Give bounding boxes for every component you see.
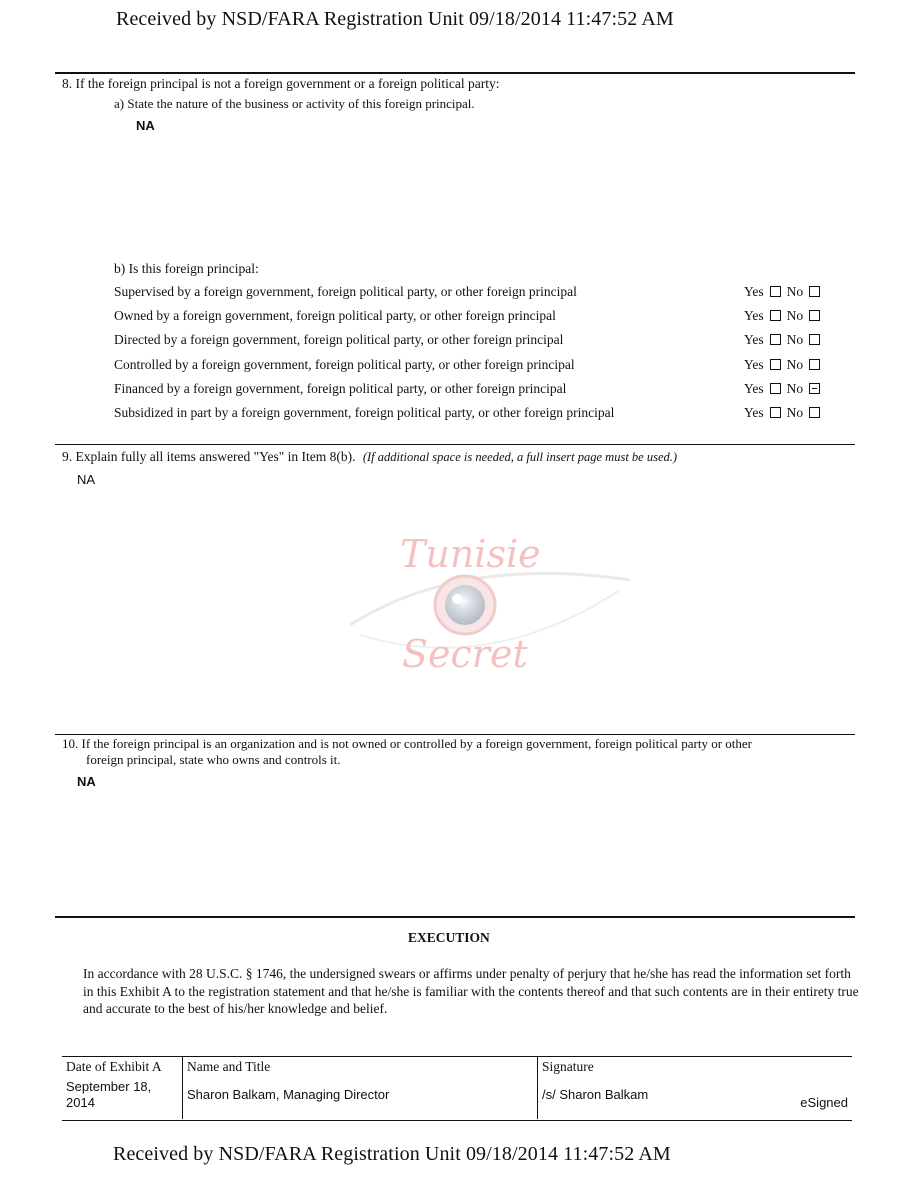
no-label: No: [786, 308, 804, 323]
table-bottom-border: [62, 1120, 852, 1121]
date-value: September 18, 2014: [66, 1079, 152, 1110]
item8a-answer: NA: [136, 118, 155, 133]
item8b-row-text: Supervised by a foreign government, foreign political party, or other foreign principal: [114, 284, 577, 299]
no-label: No: [786, 357, 804, 372]
yes-label: Yes: [744, 381, 764, 396]
no-label: No: [786, 405, 804, 420]
section-divider: [55, 444, 855, 445]
name-cell: [183, 1057, 538, 1119]
yes-label: Yes: [744, 405, 764, 420]
no-checkbox[interactable]: [809, 334, 820, 345]
item8b-row-text: Owned by a foreign government, foreign political party, or other foreign principal: [114, 308, 556, 323]
no-checkbox[interactable]: [809, 310, 820, 321]
item8b-row-text: Directed by a foreign government, foreign political party, or other foreign principal: [114, 332, 564, 347]
signature-table: [62, 1057, 852, 1119]
signature-value: /s/ Sharon Balkam: [542, 1087, 649, 1102]
yes-no-options: [744, 308, 826, 324]
name-header: Name and Title: [187, 1059, 271, 1074]
yes-label: Yes: [744, 357, 764, 372]
no-checkbox[interactable]: [809, 359, 820, 370]
section-divider: [55, 734, 855, 735]
no-checkbox[interactable]: [809, 286, 820, 297]
item8a-label: a) State the nature of the business or activity of this foreign principal.: [114, 96, 475, 111]
section-divider: [55, 916, 855, 918]
execution-paragraph: In accordance with 28 U.S.C. § 1746, the undersigned swears or affirms under penalty of perjury that he/she has read the information set forth in this Exhibit A to the registration statement and that he/she is familiar with the contents thereof and that such contents are in their entirety true and accurate to the best of his/her knowledge and belief.: [83, 966, 859, 1016]
item9-heading: [62, 449, 677, 465]
yes-checkbox[interactable]: [770, 407, 781, 418]
yes-checkbox[interactable]: [770, 334, 781, 345]
item10-answer: NA: [77, 774, 96, 789]
signature-cell: [538, 1057, 853, 1119]
yes-no-options: [744, 405, 826, 421]
yes-checkbox[interactable]: [770, 383, 781, 394]
tunisie-secret-watermark-logo: [340, 525, 640, 685]
item8b-row-text: Financed by a foreign government, foreign political party, or other foreign principal: [114, 381, 567, 396]
section-divider: [55, 72, 855, 74]
item9-heading-text: 9. Explain fully all items answered "Yes" in Item 8(b).: [62, 449, 356, 464]
item10-heading-line1: 10. If the foreign principal is an organization and is not owned or controlled by a foreign government, foreign political party or other: [62, 736, 753, 751]
execution-title: EXECUTION: [408, 930, 490, 945]
yes-no-options: [744, 284, 826, 300]
item8b-row-text: Subsidized in part by a foreign government, foreign political party, or other foreign principal: [114, 405, 615, 420]
item8-heading: 8. If the foreign principal is not a foreign government or a foreign political party:: [62, 76, 500, 91]
yes-checkbox[interactable]: [770, 286, 781, 297]
date-header: Date of Exhibit A: [66, 1059, 162, 1074]
yes-checkbox[interactable]: [770, 310, 781, 321]
received-stamp-top: Received by NSD/FARA Registration Unit 09/18/2014 11:47:52 AM: [116, 8, 674, 30]
received-stamp-bottom: Received by NSD/FARA Registration Unit 09/18/2014 11:47:52 AM: [113, 1143, 671, 1165]
name-value: Sharon Balkam, Managing Director: [187, 1087, 390, 1102]
yes-label: Yes: [744, 332, 764, 347]
item9-answer: NA: [77, 472, 96, 487]
yes-label: Yes: [744, 284, 764, 299]
yes-checkbox[interactable]: [770, 359, 781, 370]
item8b-row-text: Controlled by a foreign government, foreign political party, or other foreign principal: [114, 357, 575, 372]
item10-heading-line2: foreign principal, state who owns and controls it.: [86, 752, 341, 767]
yes-label: Yes: [744, 308, 764, 323]
item8b-label: b) Is this foreign principal:: [114, 261, 259, 276]
esigned-label: eSigned: [800, 1095, 848, 1110]
no-checkbox[interactable]: [809, 407, 820, 418]
yes-no-options: [744, 332, 826, 348]
no-label: No: [786, 332, 804, 347]
no-label: No: [786, 381, 804, 396]
watermark-text-top: Tunisie: [400, 532, 541, 576]
yes-no-options: [744, 357, 826, 373]
no-checkbox[interactable]: [809, 383, 820, 394]
watermark-text-bottom: Secret: [402, 632, 528, 676]
date-cell: [62, 1057, 183, 1119]
signature-header: Signature: [542, 1059, 594, 1074]
item9-note: (If additional space is needed, a full insert page must be used.): [362, 450, 678, 464]
no-label: No: [786, 284, 804, 299]
yes-no-options: [744, 381, 826, 397]
